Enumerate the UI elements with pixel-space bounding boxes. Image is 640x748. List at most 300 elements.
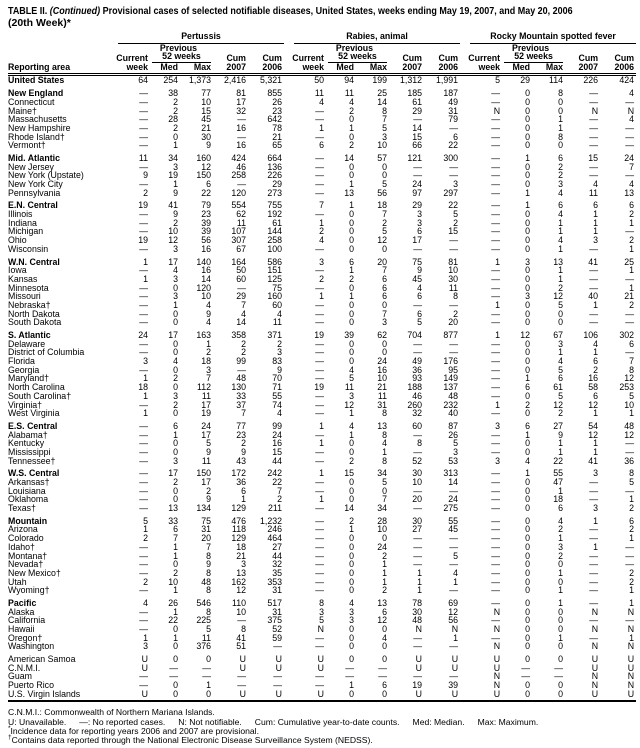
value-cell: 0 [525, 209, 531, 220]
value-cell: 2 [173, 96, 178, 107]
value-cell: 517 [267, 597, 282, 608]
value-cell: 3 [453, 446, 459, 457]
value-cell: U [415, 662, 422, 673]
value-cell: 11 [344, 382, 354, 393]
value-cell: 4 [319, 235, 324, 246]
value-cell: — [345, 662, 354, 673]
value-cell: 3 [382, 317, 387, 328]
value-cell: 0 [349, 576, 354, 587]
value-cell: 1 [558, 567, 564, 578]
value-cell: 0 [349, 533, 354, 544]
value-cell: 0 [558, 140, 564, 151]
value-cell: 40 [588, 291, 599, 302]
value-cell: U [451, 662, 459, 673]
value-cell: — [449, 485, 459, 496]
group-header-row [8, 32, 636, 44]
value-cell: — [315, 170, 324, 181]
value-cell: 0 [382, 170, 387, 181]
value-cell: — [139, 364, 148, 375]
value-cell: 0 [349, 641, 354, 652]
value-cell: 9 [206, 308, 211, 319]
value-cell: 35 [272, 567, 282, 578]
value-cell: 1 [241, 494, 246, 505]
value-cell: 6 [241, 485, 246, 496]
reporting-area-cell: California [8, 615, 46, 626]
value-cell: — [139, 615, 148, 626]
value-cell: 1 [629, 533, 635, 544]
value-cell: 0 [349, 541, 354, 552]
value-cell: — [315, 567, 324, 578]
value-cell: 5 [495, 75, 501, 86]
value-cell: 4 [525, 455, 531, 466]
value-cell: 11 [201, 455, 211, 466]
value-cell: 0 [525, 131, 531, 142]
value-cell: — [139, 131, 148, 142]
footnote-provisional-text: Incidence data for reporting years 2006 and 2007 are provisional. [10, 725, 259, 736]
value-cell: — [589, 243, 599, 254]
value-cell: 24 [377, 356, 387, 367]
reporting-area-cell: Virginia† [8, 399, 43, 410]
value-cell: — [449, 671, 459, 682]
value-cell: 27 [553, 420, 564, 431]
value-cell: U [451, 654, 459, 665]
current-label: Current [292, 53, 324, 64]
value-cell: 7 [629, 356, 635, 367]
value-cell: 95 [448, 364, 459, 375]
value-cell: 1 [558, 632, 564, 643]
value-cell: 424 [231, 152, 246, 163]
value-cell: 2 [349, 105, 354, 116]
value-cell: 6 [593, 390, 599, 401]
max-label: Max [532, 63, 565, 75]
value-cell: 27 [412, 524, 422, 535]
value-cell: U [141, 662, 148, 673]
value-cell: — [237, 179, 246, 190]
value-cell: 13 [344, 187, 354, 198]
value-cell: 78 [272, 122, 282, 133]
value-cell: — [237, 131, 246, 142]
value-cell: 188 [407, 382, 422, 393]
value-cell: 5 [206, 438, 211, 449]
value-cell: 9 [143, 170, 148, 181]
value-cell: 3 [173, 291, 178, 302]
value-cell: 36 [624, 455, 635, 466]
value-cell: U [591, 654, 599, 665]
value-cell: 151 [267, 265, 282, 276]
value-cell: — [315, 317, 324, 328]
value-cell: 45 [201, 114, 211, 125]
value-cell: — [625, 446, 635, 457]
reporting-area-cell: Idaho† [8, 541, 35, 552]
value-cell: 4 [558, 515, 564, 526]
value-cell: 258 [231, 170, 246, 181]
value-cell: 9 [206, 140, 211, 151]
reporting-area-cell: S. Atlantic [8, 330, 51, 341]
value-cell: 11 [138, 152, 148, 163]
value-cell: 23 [236, 429, 246, 440]
value-cell: 1 [525, 152, 531, 163]
week-label: week [284, 63, 326, 75]
reporting-area-cell: Texas† [8, 503, 36, 514]
reporting-area-cell: New Jersey [8, 161, 54, 172]
value-cell: — [139, 399, 148, 410]
value-cell: 0 [525, 680, 531, 691]
value-cell: 18 [553, 494, 564, 505]
value-cell: 313 [443, 468, 459, 479]
value-cell: 1 [629, 243, 635, 254]
value-cell: — [589, 273, 599, 284]
value-cell: 1 [593, 541, 599, 552]
value-cell: 0 [349, 282, 354, 293]
value-cell: 27 [272, 541, 282, 552]
reporting-area-cell: Maryland† [8, 373, 50, 384]
value-cell: 8 [558, 131, 564, 142]
value-cell: — [413, 485, 422, 496]
value-cell: 3 [319, 606, 324, 617]
value-cell: 1 [173, 585, 178, 596]
value-cell: — [491, 170, 501, 181]
value-cell: 19 [412, 680, 422, 691]
value-cell: 20 [412, 494, 422, 505]
value-cell: 2 [382, 217, 387, 228]
value-cell: 2 [453, 308, 459, 319]
value-cell: 19 [314, 382, 324, 393]
value-cell: 9 [277, 364, 282, 375]
value-cell: 0 [349, 494, 354, 505]
value-cell: — [413, 632, 422, 643]
value-cell: 60 [236, 273, 246, 284]
value-cell: 12 [553, 291, 564, 302]
value-cell: 26 [272, 96, 282, 107]
value-cell: — [315, 243, 324, 254]
value-cell: 0 [525, 615, 531, 626]
footnote-nedss-text: Contains data reported through the National Electronic Disease Surveillance System (NEDSS). [11, 735, 373, 746]
value-cell: 2 [206, 347, 211, 358]
cum-label: Cum [614, 53, 635, 64]
value-cell: 41 [588, 256, 599, 267]
value-cell: 4 [349, 364, 354, 375]
value-cell: 16 [236, 140, 246, 151]
reporting-area-label: Reporting area [8, 63, 108, 75]
value-cell: — [139, 541, 148, 552]
reporting-area-cell: Pennsylvania [8, 187, 61, 198]
value-cell: — [139, 559, 148, 570]
value-cell: 1 [593, 515, 599, 526]
reporting-area-cell: Alaska [8, 606, 35, 617]
value-cell: 0 [349, 624, 354, 635]
value-cell: 353 [267, 576, 282, 587]
legend-item: Med: Median. [412, 716, 465, 727]
reporting-area-cell: New York City [8, 179, 63, 190]
value-cell: 0 [326, 690, 356, 702]
table-row [8, 418, 636, 431]
value-cell: — [413, 641, 422, 652]
value-cell: 3 [417, 209, 422, 220]
value-cell: 1 [593, 408, 599, 419]
value-cell: 75 [201, 515, 211, 526]
value-cell: — [139, 179, 148, 190]
value-cell: 1 [143, 373, 148, 384]
value-cell: U [317, 654, 324, 665]
reporting-area-cell: Massachusetts [8, 114, 67, 125]
value-cell: 260 [407, 399, 422, 410]
value-cell: — [491, 291, 501, 302]
value-cell: 1 [629, 217, 635, 228]
value-cell: 232 [443, 399, 459, 410]
value-cell: — [625, 122, 635, 133]
value-cell: 3 [349, 606, 354, 617]
value-cell: 8 [417, 438, 422, 449]
value-cell: 28 [377, 515, 387, 526]
reporting-area-cell: North Dakota [8, 308, 60, 319]
value-cell: — [491, 390, 501, 401]
value-cell: — [315, 308, 324, 319]
value-cell: 376 [196, 641, 211, 652]
table-row [8, 642, 636, 651]
value-cell: 2 [173, 399, 178, 410]
value-cell: 10 [448, 265, 459, 276]
value-cell: 24 [412, 179, 422, 190]
value-cell: — [139, 585, 148, 596]
52-weeks-label: 52 weeks [504, 52, 563, 63]
value-cell: 10 [377, 524, 387, 535]
value-cell: U [460, 690, 502, 702]
reporting-area-cell: Louisiana [8, 485, 46, 496]
value-cell: 6 [593, 200, 599, 211]
legend-item: Max: Maximum. [477, 716, 539, 727]
value-cell: — [315, 585, 324, 596]
value-cell: 23 [201, 209, 211, 220]
value-cell: — [139, 485, 148, 496]
value-cell: 0 [173, 654, 178, 665]
value-cell: 6 [382, 291, 387, 302]
value-cell: 24 [138, 330, 148, 341]
value-cell: 0 [382, 299, 387, 310]
value-cell: 7 [206, 541, 211, 552]
value-cell: 54 [588, 420, 599, 431]
value-cell: — [491, 364, 501, 375]
value-cell: N [317, 624, 324, 635]
value-cell: 4 [558, 235, 564, 246]
value-cell: 0 [173, 559, 178, 570]
value-cell: 1 [319, 420, 324, 431]
table-row [8, 197, 636, 210]
value-cell: 17 [201, 429, 211, 440]
value-cell: — [589, 533, 599, 544]
value-cell: 0 [525, 140, 531, 151]
value-cell: — [589, 308, 599, 319]
value-cell: 29 [236, 291, 246, 302]
notifiable-diseases-table [8, 32, 636, 702]
value-cell: — [139, 88, 148, 99]
value-cell: 0 [525, 567, 531, 578]
value-cell: — [491, 429, 501, 440]
reporting-area-cell: Vermont† [8, 140, 46, 151]
value-cell: 755 [267, 200, 282, 211]
reporting-area-cell: Mississippi [8, 446, 51, 457]
value-cell: 11 [377, 390, 387, 401]
value-cell: 1 [558, 597, 564, 608]
reporting-area-cell: Minnesota [8, 282, 49, 293]
value-cell: 0 [525, 88, 531, 99]
value-cell: 0 [173, 382, 178, 393]
reporting-area-cell: Guam [8, 671, 32, 682]
value-cell: 0 [525, 477, 531, 488]
value-cell: 8 [382, 408, 387, 419]
value-cell: — [625, 347, 635, 358]
value-cell: — [315, 105, 324, 116]
value-cell: 77 [201, 88, 211, 99]
value-cell: 1 [417, 567, 422, 578]
value-cell: 3 [495, 455, 501, 466]
value-cell: 17 [168, 256, 178, 267]
reporting-area-cell: New Hampshire [8, 122, 71, 133]
current-label: Current [468, 53, 501, 64]
value-cell: 4 [349, 420, 354, 431]
value-cell: 59 [272, 632, 282, 643]
value-cell: 107 [231, 226, 246, 237]
value-cell: 5 [629, 477, 635, 488]
value-cell: 2 [173, 217, 178, 228]
value-cell: 2 [629, 235, 635, 246]
value-cell: 160 [196, 152, 211, 163]
table-row [8, 253, 636, 266]
value-cell: — [139, 265, 148, 276]
value-cell: 0 [173, 494, 178, 505]
cum-2007-label: 2007 [213, 63, 248, 75]
value-cell: — [449, 122, 459, 133]
value-cell: 5 [382, 122, 387, 133]
value-cell: 4 [241, 308, 246, 319]
reporting-area-cell: Kentucky [8, 438, 45, 449]
value-cell: — [491, 485, 501, 496]
value-cell: 2 [277, 338, 282, 349]
value-cell: — [589, 632, 599, 643]
value-cell: 1 [319, 217, 324, 228]
value-cell: 1 [629, 265, 635, 276]
reporting-area-cell: Alabama† [8, 429, 48, 440]
value-cell: — [491, 477, 501, 488]
value-cell: 13 [624, 187, 635, 198]
value-cell: 2 [558, 282, 564, 293]
value-cell: 4 [629, 179, 635, 190]
value-cell: 79 [448, 114, 459, 125]
value-cell: 0 [349, 438, 354, 449]
value-cell: 1 [206, 680, 211, 691]
value-cell: — [413, 243, 422, 254]
value-cell: 2 [629, 524, 635, 535]
value-cell: 2 [558, 161, 564, 172]
value-cell: 15 [448, 226, 459, 237]
value-cell: 0 [525, 170, 531, 181]
value-cell: 0 [349, 243, 354, 254]
value-cell: 31 [448, 105, 459, 116]
value-cell: 9 [241, 446, 246, 457]
value-cell: 5 [143, 515, 148, 526]
value-cell: 4 [629, 88, 635, 99]
value-cell: — [491, 114, 501, 125]
value-cell: — [589, 170, 599, 181]
group-header-rmsf: Rocky Mountain spotted fever [470, 32, 636, 44]
value-cell: U [108, 690, 150, 702]
value-cell: 358 [231, 330, 246, 341]
value-cell: 7 [241, 408, 246, 419]
value-cell: 15 [412, 131, 422, 142]
value-cell: 1 [593, 217, 599, 228]
value-cell: 5 [453, 438, 459, 449]
value-cell: 18 [138, 382, 148, 393]
value-cell: 16 [272, 438, 282, 449]
value-cell: — [491, 515, 501, 526]
value-cell: 121 [407, 152, 422, 163]
value-cell: 19 [314, 330, 324, 341]
value-cell: — [139, 550, 148, 561]
value-cell: 704 [407, 330, 422, 341]
value-cell: — [491, 152, 501, 163]
value-cell: 29 [412, 200, 422, 211]
value-cell: 225 [196, 615, 211, 626]
value-cell: 112 [196, 382, 211, 393]
value-cell: 4 [349, 96, 354, 107]
value-cell: 39 [201, 217, 211, 228]
value-cell: 2,416 [223, 75, 246, 86]
value-cell: 11 [201, 390, 211, 401]
cum-label: Cum [402, 53, 422, 64]
value-cell: 0 [173, 485, 178, 496]
value-cell: 160 [267, 291, 282, 302]
value-cell: 48 [624, 420, 635, 431]
value-cell: 1 [173, 550, 178, 561]
value-cell: 15 [272, 446, 282, 457]
value-cell: 12 [553, 399, 564, 410]
value-cell: 13 [553, 256, 564, 267]
value-cell: 12 [377, 615, 387, 626]
value-cell: — [315, 455, 324, 466]
value-cell: — [491, 567, 501, 578]
reporting-area-cell: New England [8, 88, 64, 99]
value-cell: — [139, 105, 148, 116]
value-cell: — [169, 662, 178, 673]
value-cell: 9 [206, 494, 211, 505]
value-cell: 0 [173, 641, 178, 652]
value-cell: 476 [231, 515, 246, 526]
value-cell: — [589, 161, 599, 172]
value-cell: 144 [267, 226, 282, 237]
value-cell: 4 [558, 209, 564, 220]
value-cell: 15 [344, 468, 354, 479]
value-cell: 6 [525, 382, 531, 393]
value-cell: 5 [453, 209, 459, 220]
value-cell: 34 [377, 468, 387, 479]
value-cell: 0 [173, 680, 178, 691]
value-cell: 2 [173, 122, 178, 133]
reporting-area-cell: Tennessee† [8, 455, 56, 466]
value-cell: — [491, 550, 501, 561]
value-cell: 39 [344, 330, 354, 341]
value-cell: 246 [267, 524, 282, 535]
cum-2007-label: 2007 [565, 63, 600, 75]
value-cell: — [491, 585, 501, 596]
value-cell: — [413, 299, 422, 310]
value-cell: 0 [525, 624, 531, 635]
value-cell: 15 [588, 152, 599, 163]
value-cell: 50 [236, 265, 246, 276]
value-cell: — [491, 541, 501, 552]
value-cell: 75 [272, 282, 282, 293]
reporting-area-cell: Mid. Atlantic [8, 152, 60, 163]
value-cell: 5 [453, 550, 459, 561]
value-cell: — [625, 131, 635, 142]
